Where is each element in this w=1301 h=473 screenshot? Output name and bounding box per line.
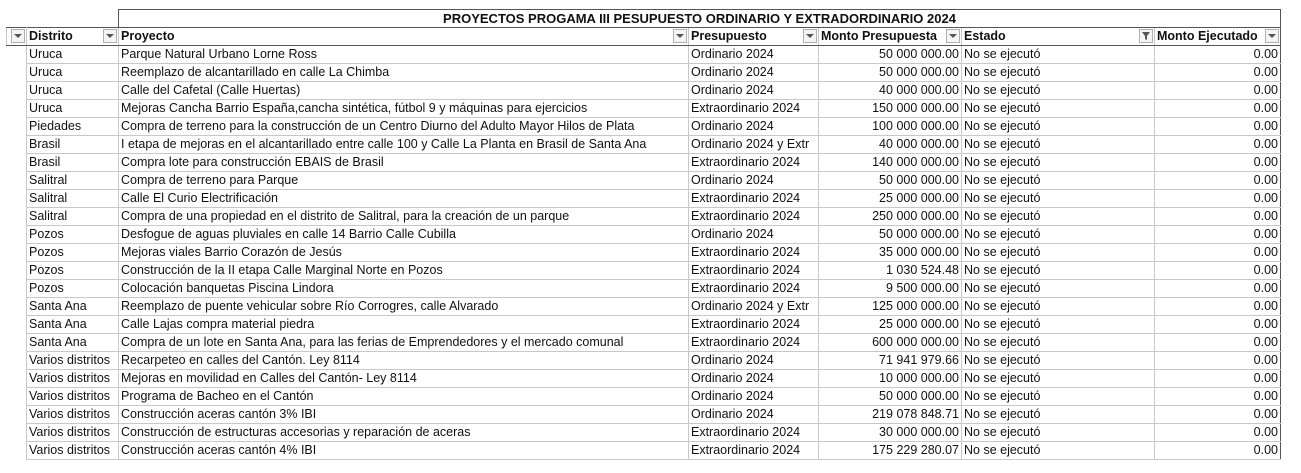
cell-monto-presupuesta[interactable]: 150 000 000.00 — [819, 100, 962, 118]
cell-monto-ejecutado[interactable]: 0.00 — [1155, 190, 1281, 208]
cell-distrito[interactable]: Pozos — [27, 262, 119, 280]
cell-proyecto[interactable]: Colocación banquetas Piscina Lindora — [119, 280, 689, 298]
cell-distrito[interactable]: Santa Ana — [27, 298, 119, 316]
cell-proyecto[interactable]: Compra de terreno para la construcción de un Centro Diurno del Adulto Mayor Hilos de Plata — [119, 118, 689, 136]
cell-monto-presupuesta[interactable]: 25 000 000.00 — [819, 316, 962, 334]
cell-distrito[interactable]: Santa Ana — [27, 316, 119, 334]
table-row — [7, 334, 1281, 352]
cell-estado[interactable]: No se ejecutó — [962, 262, 1155, 280]
table-row — [7, 226, 1281, 244]
cell-presupuesto[interactable]: Ordinario 2024 — [689, 82, 819, 100]
title-row — [7, 10, 1281, 28]
cell-monto-ejecutado[interactable]: 0.00 — [1155, 208, 1281, 226]
cell-proyecto[interactable]: Calle del Cafetal (Calle Huertas) — [119, 82, 689, 100]
table-row — [7, 262, 1281, 280]
cell-monto-presupuesta[interactable]: 40 000 000.00 — [819, 82, 962, 100]
cell-monto-presupuesta[interactable]: 9 500 000.00 — [819, 280, 962, 298]
filter-icon-glyph — [1141, 31, 1151, 41]
cell-presupuesto[interactable]: Ordinario 2024 y Extr — [689, 298, 819, 316]
cell-distrito[interactable]: Pozos — [27, 244, 119, 262]
spreadsheet — [6, 9, 1281, 460]
cell-presupuesto[interactable]: Extraordinario 2024 — [689, 424, 819, 442]
table-row — [7, 64, 1281, 82]
cell-distrito[interactable]: Varios distritos — [27, 352, 119, 370]
cell-distrito[interactable]: Pozos — [27, 280, 119, 298]
gutter-cell — [7, 352, 27, 370]
table-row — [7, 136, 1281, 154]
chevron-down-icon[interactable] — [1265, 29, 1279, 43]
gutter-cell — [7, 100, 27, 118]
cell-monto-presupuesta[interactable]: 1 030 524.48 — [819, 262, 962, 280]
cell-distrito[interactable]: Pozos — [27, 226, 119, 244]
cell-distrito[interactable]: Uruca — [27, 46, 119, 64]
cell-monto-ejecutado[interactable]: 0.00 — [1155, 370, 1281, 388]
cell-presupuesto[interactable]: Extraordinario 2024 — [689, 280, 819, 298]
projects-table — [6, 9, 1281, 460]
cell-monto-ejecutado[interactable]: 0.00 — [1155, 136, 1281, 154]
cell-presupuesto[interactable]: Extraordinario 2024 — [689, 244, 819, 262]
cell-monto-ejecutado[interactable]: 0.00 — [1155, 280, 1281, 298]
cell-estado[interactable]: No se ejecutó — [962, 64, 1155, 82]
header-row — [7, 28, 1281, 46]
cell-proyecto[interactable]: Mejoras viales Barrio Corazón de Jesús — [119, 244, 689, 262]
cell-monto-presupuesta[interactable]: 50 000 000.00 — [819, 46, 962, 64]
gutter-cell — [7, 64, 27, 82]
cell-estado[interactable]: No se ejecutó — [962, 190, 1155, 208]
cell-monto-ejecutado[interactable]: 0.00 — [1155, 406, 1281, 424]
cell-monto-ejecutado[interactable]: 0.00 — [1155, 226, 1281, 244]
cell-presupuesto[interactable]: Extraordinario 2024 — [689, 154, 819, 172]
cell-presupuesto[interactable]: Ordinario 2024 — [689, 46, 819, 64]
blank-cell — [27, 10, 119, 28]
gutter-cell — [7, 208, 27, 226]
cell-monto-ejecutado[interactable]: 0.00 — [1155, 118, 1281, 136]
cell-proyecto[interactable]: Mejoras Cancha Barrio España,cancha sintética, fútbol 9 y máquinas para ejercicios — [119, 100, 689, 118]
gutter-cell — [7, 280, 27, 298]
cell-estado[interactable]: No se ejecutó — [962, 280, 1155, 298]
cell-estado[interactable]: No se ejecutó — [962, 118, 1155, 136]
cell-estado[interactable]: No se ejecutó — [962, 316, 1155, 334]
cell-proyecto[interactable]: Compra de una propiedad en el distrito de Salitral, para la creación de un parque — [119, 208, 689, 226]
gutter-cell — [7, 370, 27, 388]
cell-presupuesto[interactable]: Ordinario 2024 — [689, 64, 819, 82]
cell-estado[interactable]: No se ejecutó — [962, 244, 1155, 262]
gutter-cell — [7, 244, 27, 262]
cell-presupuesto[interactable]: Ordinario 2024 — [689, 118, 819, 136]
cell-estado[interactable]: No se ejecutó — [962, 388, 1155, 406]
cell-monto-presupuesta[interactable]: 219 078 848.71 — [819, 406, 962, 424]
cell-monto-presupuesta[interactable]: 125 000 000.00 — [819, 298, 962, 316]
cell-proyecto[interactable]: Compra de terreno para Parque — [119, 172, 689, 190]
cell-estado[interactable]: No se ejecutó — [962, 352, 1155, 370]
cell-monto-ejecutado[interactable]: 0.00 — [1155, 46, 1281, 64]
cell-distrito[interactable]: Varios distritos — [27, 442, 119, 460]
header-monto-presupuesta[interactable] — [819, 28, 962, 46]
cell-monto-presupuesta[interactable]: 30 000 000.00 — [819, 424, 962, 442]
cell-monto-presupuesta[interactable]: 175 229 280.07 — [819, 442, 962, 460]
cell-monto-presupuesta[interactable]: 50 000 000.00 — [819, 226, 962, 244]
cell-estado[interactable]: No se ejecutó — [962, 208, 1155, 226]
cell-monto-presupuesta[interactable]: 50 000 000.00 — [819, 64, 962, 82]
sheet-title: PROYECTOS PROGAMA III PESUPUESTO ORDINARIO Y EXTRADORDINARIO 2024 — [119, 10, 1281, 28]
cell-distrito[interactable]: Uruca — [27, 64, 119, 82]
cell-presupuesto[interactable]: Extraordinario 2024 — [689, 190, 819, 208]
cell-distrito[interactable]: Salitral — [27, 172, 119, 190]
gutter-cell — [7, 316, 27, 334]
cell-monto-ejecutado[interactable]: 0.00 — [1155, 244, 1281, 262]
chevron-down-icon[interactable] — [946, 29, 960, 43]
gutter-cell — [7, 406, 27, 424]
table-row — [7, 46, 1281, 64]
cell-proyecto[interactable]: Compra lote para construcción EBAIS de Brasil — [119, 154, 689, 172]
table-row — [7, 244, 1281, 262]
cell-distrito[interactable]: Brasil — [27, 136, 119, 154]
header-label: Estado — [964, 29, 1006, 43]
gutter-cell — [7, 172, 27, 190]
table-row — [7, 316, 1281, 334]
cell-presupuesto[interactable]: Ordinario 2024 — [689, 370, 819, 388]
cell-proyecto[interactable]: Reemplazo de alcantarillado en calle La Chimba — [119, 64, 689, 82]
header-distrito[interactable] — [27, 28, 119, 46]
cell-monto-presupuesta[interactable]: 250 000 000.00 — [819, 208, 962, 226]
cell-monto-ejecutado[interactable]: 0.00 — [1155, 334, 1281, 352]
cell-estado[interactable]: No se ejecutó — [962, 46, 1155, 64]
cell-estado[interactable]: No se ejecutó — [962, 172, 1155, 190]
cell-estado[interactable]: No se ejecutó — [962, 442, 1155, 460]
gutter-cell — [7, 226, 27, 244]
cell-monto-ejecutado[interactable]: 0.00 — [1155, 82, 1281, 100]
chevron-down-icon[interactable] — [11, 29, 25, 43]
cell-proyecto[interactable]: Reemplazo de puente vehicular sobre Río Corrogres, calle Alvarado — [119, 298, 689, 316]
cell-monto-presupuesta[interactable]: 600 000 000.00 — [819, 334, 962, 352]
header-label: Presupuesto — [691, 29, 767, 43]
header-label: Monto Ejecutado — [1157, 29, 1258, 43]
header-label: Proyecto — [121, 29, 175, 43]
cell-proyecto[interactable]: Construcción de estructuras accesorias y reparación de aceras — [119, 424, 689, 442]
header-presupuesto[interactable] — [689, 28, 819, 46]
cell-distrito[interactable]: Salitral — [27, 190, 119, 208]
table-row — [7, 388, 1281, 406]
gutter-cell — [7, 154, 27, 172]
cell-proyecto[interactable]: Construcción de la II etapa Calle Marginal Norte en Pozos — [119, 262, 689, 280]
table-row — [7, 82, 1281, 100]
cell-monto-ejecutado[interactable]: 0.00 — [1155, 262, 1281, 280]
cell-distrito[interactable]: Uruca — [27, 82, 119, 100]
gutter-cell — [7, 334, 27, 352]
cell-estado[interactable]: No se ejecutó — [962, 136, 1155, 154]
cell-distrito[interactable]: Varios distritos — [27, 424, 119, 442]
chevron-down-icon[interactable] — [803, 29, 817, 43]
header-label: Monto Presupuesta — [821, 29, 937, 43]
gutter-cell — [7, 298, 27, 316]
gutter-cell — [7, 46, 27, 64]
table-row — [7, 172, 1281, 190]
cell-proyecto[interactable]: Calle Lajas compra material piedra — [119, 316, 689, 334]
cell-monto-presupuesta[interactable]: 10 000 000.00 — [819, 370, 962, 388]
table-row — [7, 118, 1281, 136]
cell-monto-presupuesta[interactable]: 40 000 000.00 — [819, 136, 962, 154]
cell-proyecto[interactable]: Programa de Bacheo en el Cantón — [119, 388, 689, 406]
cell-monto-ejecutado[interactable]: 0.00 — [1155, 154, 1281, 172]
table-row — [7, 406, 1281, 424]
gutter-cell — [7, 118, 27, 136]
cell-distrito[interactable]: Salitral — [27, 208, 119, 226]
cell-proyecto[interactable]: Parque Natural Urbano Lorne Ross — [119, 46, 689, 64]
cell-presupuesto[interactable]: Ordinario 2024 — [689, 226, 819, 244]
filter-icon[interactable] — [1139, 29, 1153, 43]
cell-monto-ejecutado[interactable]: 0.00 — [1155, 172, 1281, 190]
gutter-cell — [7, 136, 27, 154]
cell-monto-ejecutado[interactable]: 0.00 — [1155, 298, 1281, 316]
table-row — [7, 280, 1281, 298]
cell-distrito[interactable]: Varios distritos — [27, 388, 119, 406]
cell-estado[interactable]: No se ejecutó — [962, 82, 1155, 100]
cell-monto-ejecutado[interactable]: 0.00 — [1155, 424, 1281, 442]
cell-distrito[interactable]: Uruca — [27, 100, 119, 118]
cell-proyecto[interactable]: Calle El Curio Electrificación — [119, 190, 689, 208]
gutter-cell — [7, 442, 27, 460]
blank-cell — [7, 10, 27, 28]
cell-presupuesto[interactable]: Extraordinario 2024 — [689, 208, 819, 226]
header-proyecto[interactable] — [119, 28, 689, 46]
cell-monto-ejecutado[interactable]: 0.00 — [1155, 352, 1281, 370]
table-row — [7, 352, 1281, 370]
cell-distrito[interactable]: Brasil — [27, 154, 119, 172]
table-row — [7, 298, 1281, 316]
cell-estado[interactable]: No se ejecutó — [962, 406, 1155, 424]
cell-monto-ejecutado[interactable]: 0.00 — [1155, 100, 1281, 118]
cell-distrito[interactable]: Santa Ana — [27, 334, 119, 352]
table-row — [7, 100, 1281, 118]
gutter-cell — [7, 424, 27, 442]
cell-presupuesto[interactable]: Extraordinario 2024 — [689, 316, 819, 334]
header-label: Distrito — [29, 29, 73, 43]
cell-estado[interactable]: No se ejecutó — [962, 100, 1155, 118]
cell-distrito[interactable]: Varios distritos — [27, 370, 119, 388]
cell-proyecto[interactable]: Recarpeteo en calles del Cantón. Ley 8114 — [119, 352, 689, 370]
table-row — [7, 424, 1281, 442]
cell-presupuesto[interactable]: Ordinario 2024 — [689, 406, 819, 424]
cell-presupuesto[interactable]: Ordinario 2024 y Extr — [689, 136, 819, 154]
cell-monto-presupuesta[interactable]: 100 000 000.00 — [819, 118, 962, 136]
cell-presupuesto[interactable]: Extraordinario 2024 — [689, 334, 819, 352]
cell-presupuesto[interactable]: Extraordinario 2024 — [689, 442, 819, 460]
cell-proyecto[interactable]: Mejoras en movilidad en Calles del Cantón- Ley 8114 — [119, 370, 689, 388]
gutter-cell — [7, 190, 27, 208]
cell-monto-presupuesta[interactable]: 25 000 000.00 — [819, 190, 962, 208]
cell-estado[interactable]: No se ejecutó — [962, 424, 1155, 442]
cell-distrito[interactable]: Piedades — [27, 118, 119, 136]
cell-presupuesto[interactable]: Ordinario 2024 — [689, 352, 819, 370]
cell-proyecto[interactable]: I etapa de mejoras en el alcantarillado entre calle 100 y Calle La Planta en Brasil de Santa Ana — [119, 136, 689, 154]
cell-estado[interactable]: No se ejecutó — [962, 298, 1155, 316]
cell-estado[interactable]: No se ejecutó — [962, 226, 1155, 244]
gutter-cell — [7, 388, 27, 406]
table-row — [7, 442, 1281, 460]
chevron-down-icon[interactable] — [103, 29, 117, 43]
cell-monto-ejecutado[interactable]: 0.00 — [1155, 316, 1281, 334]
cell-estado[interactable]: No se ejecutó — [962, 334, 1155, 352]
cell-presupuesto[interactable]: Extraordinario 2024 — [689, 262, 819, 280]
header-estado[interactable] — [962, 28, 1155, 46]
table-row — [7, 370, 1281, 388]
cell-monto-presupuesta[interactable]: 71 941 979.66 — [819, 352, 962, 370]
cell-distrito[interactable]: Varios distritos — [27, 406, 119, 424]
cell-presupuesto[interactable]: Ordinario 2024 — [689, 388, 819, 406]
cell-monto-presupuesta[interactable]: 50 000 000.00 — [819, 388, 962, 406]
gutter-cell — [7, 262, 27, 280]
cell-monto-presupuesta[interactable]: 140 000 000.00 — [819, 154, 962, 172]
cell-monto-presupuesta[interactable]: 35 000 000.00 — [819, 244, 962, 262]
cell-estado[interactable]: No se ejecutó — [962, 370, 1155, 388]
chevron-down-icon[interactable] — [673, 29, 687, 43]
cell-proyecto[interactable]: Compra de un lote en Santa Ana, para las ferias de Emprendedores y el mercado comunal — [119, 334, 689, 352]
cell-proyecto[interactable]: Construcción aceras cantón 4% IBI — [119, 442, 689, 460]
cell-estado[interactable]: No se ejecutó — [962, 154, 1155, 172]
cell-monto-ejecutado[interactable]: 0.00 — [1155, 64, 1281, 82]
cell-presupuesto[interactable]: Ordinario 2024 — [689, 172, 819, 190]
table-row — [7, 208, 1281, 226]
cell-presupuesto[interactable]: Extraordinario 2024 — [689, 100, 819, 118]
gutter-header-cell — [7, 28, 27, 46]
cell-monto-ejecutado[interactable]: 0.00 — [1155, 442, 1281, 460]
table-row — [7, 154, 1281, 172]
cell-monto-ejecutado[interactable]: 0.00 — [1155, 388, 1281, 406]
cell-proyecto[interactable]: Desfogue de aguas pluviales en calle 14 Barrio Calle Cubilla — [119, 226, 689, 244]
cell-monto-presupuesta[interactable]: 50 000 000.00 — [819, 172, 962, 190]
header-monto-ejecutado[interactable] — [1155, 28, 1281, 46]
gutter-cell — [7, 82, 27, 100]
table-row — [7, 190, 1281, 208]
cell-proyecto[interactable]: Construcción aceras cantón 3% IBI — [119, 406, 689, 424]
